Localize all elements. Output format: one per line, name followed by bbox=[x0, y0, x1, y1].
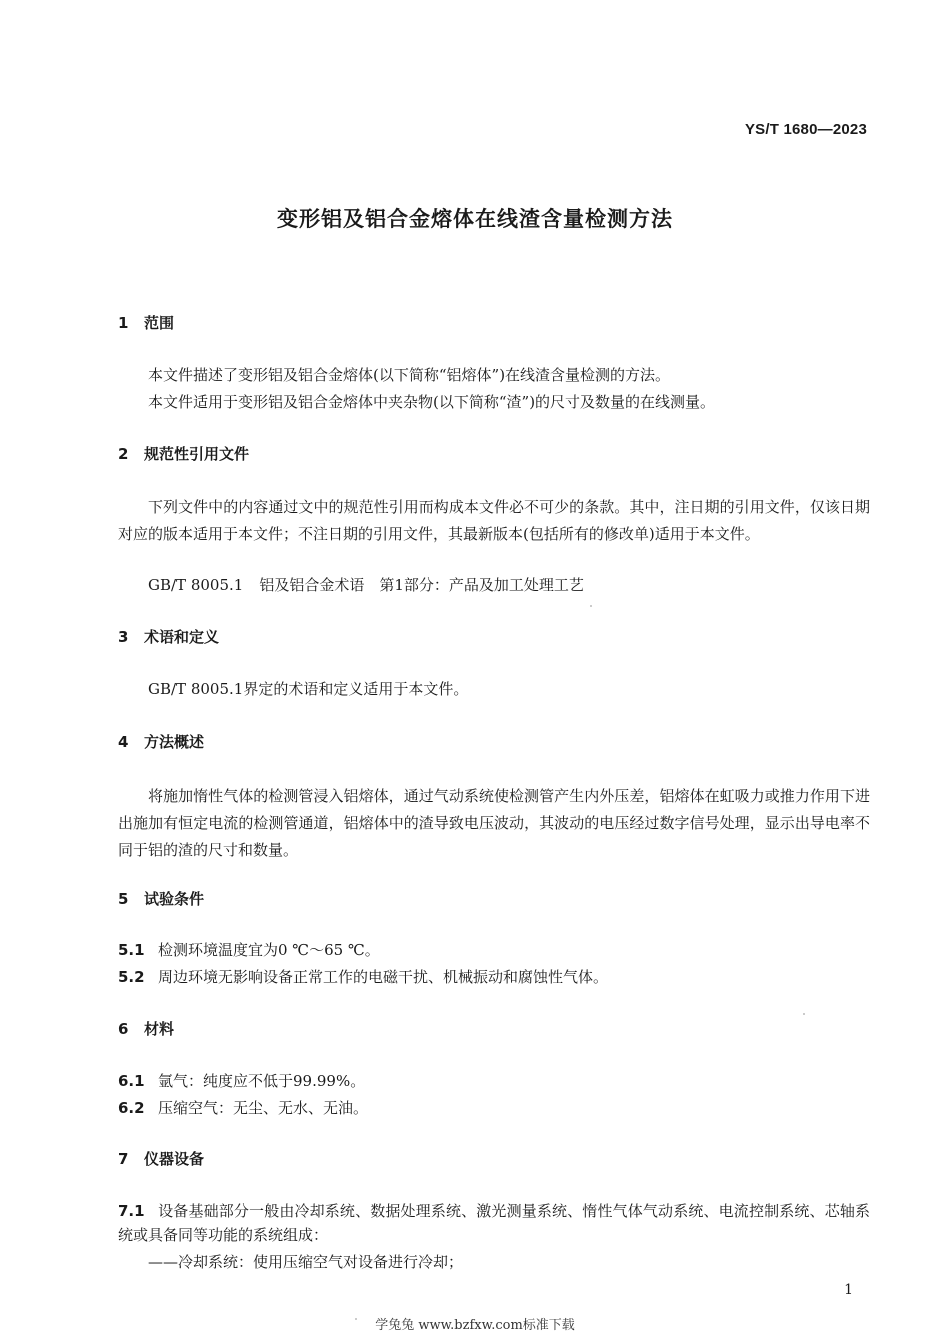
section-number: 2 bbox=[118, 445, 129, 463]
section-heading-normative-references bbox=[118, 443, 249, 464]
section-title: 术语和定义 bbox=[144, 628, 220, 646]
section-number: 7 bbox=[118, 1150, 129, 1168]
reference-code: GB/T 8005.1 bbox=[148, 576, 244, 594]
standard-code: YS/T 1680—2023 bbox=[744, 121, 867, 138]
clause-6-1 bbox=[118, 1070, 365, 1091]
section-title: 仪器设备 bbox=[144, 1150, 205, 1168]
clause-text: 压缩空气：无尘、无水、无油。 bbox=[158, 1099, 369, 1117]
section-heading-equipment bbox=[118, 1148, 204, 1169]
section-title: 材料 bbox=[144, 1020, 175, 1038]
clause-number: 5.2 bbox=[118, 968, 145, 986]
section-title: 试验条件 bbox=[144, 890, 205, 908]
clause-6-2 bbox=[118, 1097, 368, 1118]
method-paragraph: 将施加惰性气体的检测管浸入铝熔体，通过气动系统使检测管产生内外压差，铝熔体在虹吸力或推力作用下进出施加有恒定电流的检测管通道，铝熔体中的渣导致电压波动，其波动的电压经过数字信号处理，显示出导电率不同于铝的渣的尺寸和数量。 bbox=[118, 787, 870, 859]
references-paragraph: 下列文件中的内容通过文中的规范性引用而构成本文件必不可少的条款。其中，注日期的引用文件，仅该日期对应的版本适用于本文件；不注日期的引用文件，其最新版本(包括所有的修改单)适用于本文件。 bbox=[118, 498, 870, 543]
section-title: 方法概述 bbox=[144, 733, 205, 751]
section-heading-method-overview bbox=[118, 731, 204, 752]
reference-entry bbox=[148, 574, 584, 595]
scan-speck bbox=[803, 1013, 805, 1015]
clause-number: 7.1 bbox=[118, 1202, 145, 1220]
section-heading-test-conditions bbox=[118, 888, 204, 909]
section-heading-materials bbox=[118, 1018, 174, 1039]
clause-7-1 bbox=[118, 1199, 870, 1247]
clause-number: 5.1 bbox=[118, 941, 145, 959]
clause-text: 检测环境温度宜为0 ℃～65 ℃。 bbox=[158, 941, 380, 959]
clause-number: 6.2 bbox=[118, 1099, 145, 1117]
clause-5-1 bbox=[118, 939, 380, 960]
scope-line-1: 本文件描述了变形铝及铝合金熔体(以下简称“铝熔体”)在线渣含量检测的方法。 bbox=[148, 366, 671, 384]
document-title: 变形铝及铝合金熔体在线渣含量检测方法 bbox=[277, 207, 673, 231]
section-number: 5 bbox=[118, 890, 129, 908]
page-number: 1 bbox=[844, 1282, 853, 1298]
section-number: 4 bbox=[118, 733, 129, 751]
section-number: 3 bbox=[118, 628, 129, 646]
clause-text: 氩气：纯度应不低于99.99%。 bbox=[158, 1072, 366, 1090]
terms-line: GB/T 8005.1界定的术语和定义适用于本文件。 bbox=[148, 680, 469, 698]
reference-title: 铝及铝合金术语 第1部分：产品及加工处理工艺 bbox=[259, 576, 584, 594]
scan-speck bbox=[590, 605, 592, 607]
section-heading-scope bbox=[118, 312, 174, 333]
dash-item-cooling: ——冷却系统：使用压缩空气对设备进行冷却； bbox=[148, 1253, 464, 1271]
watermark-footer: 学兔兔 www.bzfxw.com标准下载 bbox=[375, 1318, 575, 1333]
section-title: 范围 bbox=[144, 314, 175, 332]
section-number: 6 bbox=[118, 1020, 129, 1038]
clause-text: 周边环境无影响设备正常工作的电磁干扰、机械振动和腐蚀性气体。 bbox=[158, 968, 609, 986]
scan-speck bbox=[355, 1318, 357, 1320]
clause-number: 6.1 bbox=[118, 1072, 145, 1090]
section-heading-terms bbox=[118, 626, 219, 647]
section-number: 1 bbox=[118, 314, 129, 332]
scope-line-2: 本文件适用于变形铝及铝合金熔体中夹杂物(以下简称“渣”)的尺寸及数量的在线测量。 bbox=[148, 393, 716, 411]
section-title: 规范性引用文件 bbox=[144, 445, 250, 463]
clause-5-2 bbox=[118, 966, 608, 987]
clause-text: 设备基础部分一般由冷却系统、数据处理系统、激光测量系统、惰性气体气动系统、电流控制系统、芯轴系统或具备同等功能的系统组成： bbox=[118, 1202, 870, 1244]
